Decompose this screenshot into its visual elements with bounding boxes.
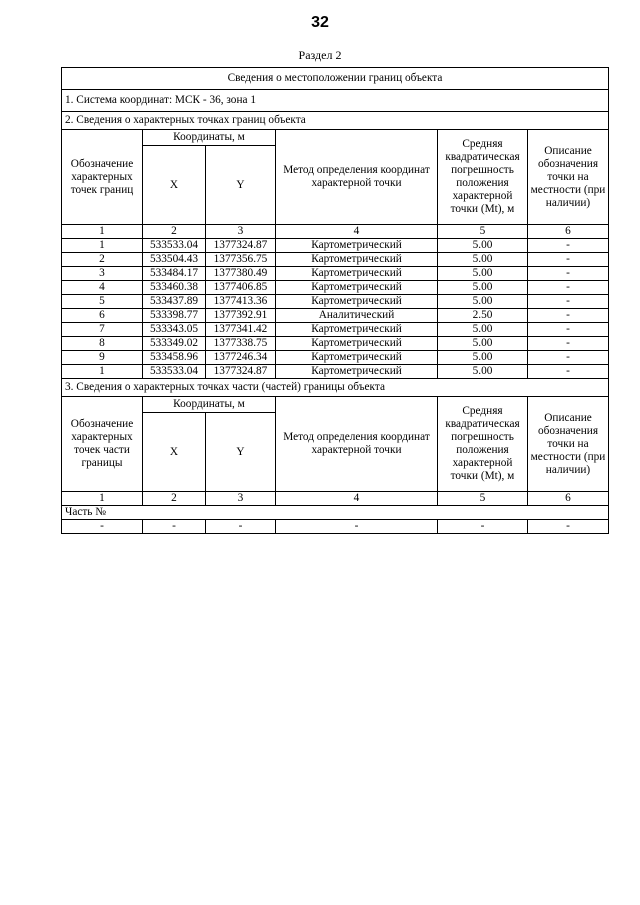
point-x: 533484.17	[143, 267, 206, 281]
point-method: Картометрический	[276, 281, 438, 295]
point-number: 1	[62, 365, 143, 379]
table-row	[62, 365, 609, 379]
header-designation-part: Обозначение характерных точек части границы	[62, 397, 143, 492]
header-x: X	[143, 146, 206, 225]
header-x-part: X	[143, 413, 206, 492]
boundary-table	[61, 67, 609, 534]
point-mt: 5.00	[438, 323, 528, 337]
point-mt: 5.00	[438, 267, 528, 281]
table-row	[62, 337, 609, 351]
point-y: 1377324.87	[206, 239, 276, 253]
part-cell: -	[206, 520, 276, 534]
point-desc: -	[528, 253, 609, 267]
point-y: 1377392.91	[206, 309, 276, 323]
point-x: 533398.77	[143, 309, 206, 323]
column-numbers-row	[62, 492, 609, 506]
col-number: 2	[143, 225, 206, 239]
header-coords-part: Координаты, м	[143, 397, 276, 413]
point-x: 533533.04	[143, 365, 206, 379]
point-method: Картометрический	[276, 337, 438, 351]
point-number: 7	[62, 323, 143, 337]
point-x: 533343.05	[143, 323, 206, 337]
header-description-part: Описание обозначения точки на местности (при наличии)	[528, 397, 609, 492]
point-x: 533504.43	[143, 253, 206, 267]
point-method: Картометрический	[276, 351, 438, 365]
point-method: Картометрический	[276, 253, 438, 267]
point-method: Аналитический	[276, 309, 438, 323]
table-row	[62, 309, 609, 323]
col-number: 6	[528, 492, 609, 506]
point-mt: 5.00	[438, 295, 528, 309]
point-number: 4	[62, 281, 143, 295]
point-method: Картометрический	[276, 295, 438, 309]
point-mt: 2.50	[438, 309, 528, 323]
point-number: 1	[62, 239, 143, 253]
point-y: 1377338.75	[206, 337, 276, 351]
coord-system: 1. Система координат: МСК - 36, зона 1	[62, 90, 609, 112]
point-desc: -	[528, 239, 609, 253]
part-cell: -	[62, 520, 143, 534]
table-row	[62, 520, 609, 534]
point-desc: -	[528, 365, 609, 379]
table-row	[62, 351, 609, 365]
point-number: 8	[62, 337, 143, 351]
col-number: 4	[276, 225, 438, 239]
point-desc: -	[528, 295, 609, 309]
column-numbers-row	[62, 225, 609, 239]
point-mt: 5.00	[438, 253, 528, 267]
table-row	[62, 267, 609, 281]
point-number: 5	[62, 295, 143, 309]
col-number: 2	[143, 492, 206, 506]
point-desc: -	[528, 337, 609, 351]
header-method: Метод определения координат характерной точки	[276, 130, 438, 225]
point-desc: -	[528, 267, 609, 281]
point-y: 1377413.36	[206, 295, 276, 309]
point-mt: 5.00	[438, 337, 528, 351]
point-number: 3	[62, 267, 143, 281]
header-y-part: Y	[206, 413, 276, 492]
part-cell: -	[438, 520, 528, 534]
col-number: 5	[438, 492, 528, 506]
header-coords: Координаты, м	[143, 130, 276, 146]
point-method: Картометрический	[276, 267, 438, 281]
point-method: Картометрический	[276, 323, 438, 337]
point-y: 1377246.34	[206, 351, 276, 365]
col-number: 4	[276, 492, 438, 506]
point-y: 1377406.85	[206, 281, 276, 295]
point-x: 533437.89	[143, 295, 206, 309]
col-number: 3	[206, 225, 276, 239]
col-number: 1	[62, 225, 143, 239]
point-x: 533349.02	[143, 337, 206, 351]
point-number: 2	[62, 253, 143, 267]
header-y: Y	[206, 146, 276, 225]
header-designation: Обозначение характерных точек границ	[62, 130, 143, 225]
part-label: Часть №	[62, 506, 609, 520]
table-row	[62, 281, 609, 295]
col-number: 6	[528, 225, 609, 239]
point-desc: -	[528, 309, 609, 323]
section3-title: 3. Сведения о характерных точках части (частей) границы объекта	[62, 379, 609, 397]
header-error-part: Средняя квадратическая погрешность положения характерной точки (Mt), м	[438, 397, 528, 492]
point-y: 1377324.87	[206, 365, 276, 379]
section-label: Раздел 2	[298, 48, 342, 62]
point-y: 1377356.75	[206, 253, 276, 267]
point-mt: 5.00	[438, 239, 528, 253]
point-mt: 5.00	[438, 351, 528, 365]
table-row	[62, 323, 609, 337]
header-error: Средняя квадратическая погрешность положения характерной точки (Mt), м	[438, 130, 528, 225]
point-y: 1377380.49	[206, 267, 276, 281]
point-desc: -	[528, 351, 609, 365]
part-cell: -	[528, 520, 609, 534]
col-number: 1	[62, 492, 143, 506]
col-number: 3	[206, 492, 276, 506]
point-mt: 5.00	[438, 281, 528, 295]
point-number: 6	[62, 309, 143, 323]
point-x: 533460.38	[143, 281, 206, 295]
point-x: 533533.04	[143, 239, 206, 253]
part-cell: -	[143, 520, 206, 534]
header-description: Описание обозначения точки на местности (при наличии)	[528, 130, 609, 225]
point-y: 1377341.42	[206, 323, 276, 337]
part-cell: -	[276, 520, 438, 534]
page-number: 32	[311, 14, 329, 31]
point-method: Картометрический	[276, 365, 438, 379]
point-number: 9	[62, 351, 143, 365]
table-row	[62, 253, 609, 267]
section2-title: 2. Сведения о характерных точках границ объекта	[62, 112, 609, 130]
header-method-part: Метод определения координат характерной точки	[276, 397, 438, 492]
table-row	[62, 295, 609, 309]
point-desc: -	[528, 281, 609, 295]
point-mt: 5.00	[438, 365, 528, 379]
table-title: Сведения о местоположении границ объекта	[62, 68, 609, 90]
table-row	[62, 239, 609, 253]
col-number: 5	[438, 225, 528, 239]
point-desc: -	[528, 323, 609, 337]
point-x: 533458.96	[143, 351, 206, 365]
point-method: Картометрический	[276, 239, 438, 253]
